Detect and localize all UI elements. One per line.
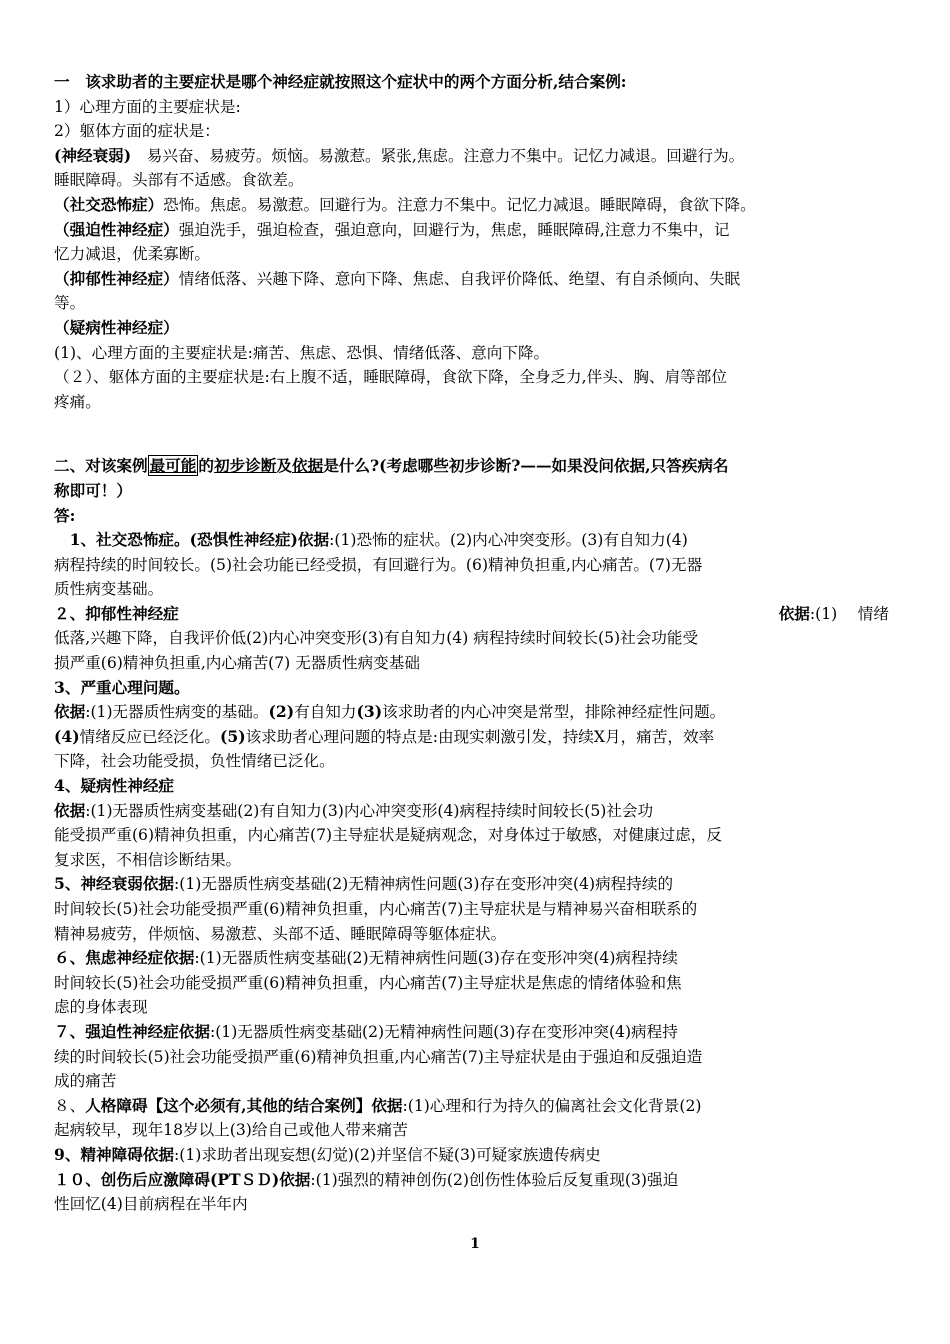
depression-line-1 [54,267,899,292]
ocd-text: 强迫洗手，强迫检查，强迫意向，回避行为，焦虑，睡眠障碍,注意力不集中，记 [178,220,730,239]
item1-text: :(1)恐怖的症状。(2)内心冲突变形。(3)有自知力(4) [329,531,688,550]
item2-basis [779,602,889,627]
item3-num: (4) [54,726,80,746]
answer-label: 答: [54,505,76,525]
neurasthenia-line-1 [54,144,899,169]
title-boxed-word: 最可能 [149,456,197,476]
item3-line-1 [54,700,899,725]
item1-line-2: 病程持续的时间较长。(5)社会功能已经受损，有回避行为。(6)精神负担重,内心痛苦。(7)无器 [54,555,703,574]
item2-basis-label: 依据 [778,603,810,623]
section1-line-1: 1）心理方面的主要症状是: [54,97,241,116]
item2-line-2: 低落,兴趣下降，自我评价低(2)内心冲突变形(3)有自知力(4) 病程持续时间较长(5)社会功能受 [54,629,699,648]
item3-line-2 [54,725,899,750]
item4-basis-label: 依据 [54,800,86,820]
social-phobia-line [54,193,899,218]
item3-num: (2) [268,702,295,722]
item1-label: 1、社交恐怖症。(恐惧性神经症)依据 [54,530,330,550]
item10-text: :(1)强烈的精神创伤(2)创伤性体验后反复重现(3)强迫 [310,1170,679,1189]
item2-line-1 [54,602,899,627]
item2-line-3: 损严重(6)精神负担重,内心痛苦(7) 无器质性病变基础 [54,654,420,673]
document-body [54,70,899,1217]
item6-line-1 [54,946,899,971]
ocd-line-1 [54,218,899,243]
item7-line-1 [54,1020,899,1045]
neurasthenia-text: 易兴奋、易疲劳。烦恼。易激惹。紧张,焦虑。注意力不集中。记忆力减退。回避行为。 [131,146,745,165]
title-part: 二、对该案例 [54,456,148,476]
page-number: 1 [470,1236,480,1252]
item5-label: 5、神经衰弱依据 [54,874,175,894]
item7-text: :(1)无器质性病变基础(2)无精神病性问题(3)存在变形冲突(4)病程持 [209,1022,678,1041]
hypochondria-line-3: 疼痛。 [54,392,101,411]
hypochondria-label: （疑病性神经症） [54,317,179,337]
item4-line-3: 复求医，不相信诊断结果。 [54,850,242,869]
item8-num: ８、 [54,1096,86,1115]
item5-line-3: 精神易疲劳，伴烦恼、易激惹、头部不适、睡眠障碍等躯体症状。 [54,924,507,943]
item7-label: ７、强迫性神经症依据 [54,1021,210,1041]
title-part: 的 [198,456,214,476]
item4-line-2: 能受损严重(6)精神负担重，内心痛苦(7)主导症状是疑病观念，对身体过于敏感，对健康过虑，反 [54,826,722,845]
item1-line-1 [54,528,899,553]
item9-text: :(1)求助者出现妄想(幻觉)(2)并坚信不疑(3)可疑家族遗传病史 [174,1145,601,1164]
item3-text: 有自知力 [294,703,357,722]
item10-line-1 [54,1168,899,1193]
title-underlined-1: 初步诊断 [213,456,277,476]
item5-text: :(1)无器质性病变基础(2)无精神病性问题(3)存在变形冲突(4)病程持续的 [174,875,674,894]
item6-line-2: 时间较长(5)社会功能受损严重(6)精神负担重，内心痛苦(7)主导症状是焦虑的情绪体验和焦 [54,973,682,992]
depression-line-2: 等。 [54,294,86,313]
item5-line-1 [54,872,899,897]
item3-num: (5) [219,726,246,746]
item2-basis-text: :(1) 情绪 [809,604,889,623]
item8-text: :(1)心理和行为持久的偏离社会文化背景(2) [402,1096,702,1115]
ocd-label: （强迫性神经症） [54,219,179,239]
item3-label: 3、严重心理问题。 [54,677,190,697]
title-underlined-2: 依据 [291,456,324,476]
item7-line-2: 续的时间较长(5)社会功能受损严重(6)精神负担重,内心痛苦(7)主导症状是由于强迫和反强迫造 [54,1047,703,1066]
item7-line-3: 成的痛苦 [54,1072,117,1091]
item1-line-3: 质性病变基础。 [54,580,164,599]
section1-title: 一 该求助者的主要症状是哪个神经症就按照这个症状中的两个方面分析,结合案例: [54,72,627,91]
social-phobia-label: （社交恐怖症） [54,194,164,214]
item4-text: :(1)无器质性病变基础(2)有自知力(3)内心冲突变形(4)病程持续时间较长(5)社会功 [85,801,654,820]
depression-label: （抑郁性神经症） [54,268,179,288]
item2-label: ２、抑郁性神经症 [54,603,179,623]
item9-line-1 [54,1143,899,1168]
title-part: 及 [276,456,292,476]
ocd-line-2: 忆力减退，优柔寡断。 [54,245,210,264]
item10-line-2: 性回忆(4)目前病程在半年内 [54,1195,248,1214]
section2-title-line-1 [54,454,899,479]
neurasthenia-line-2: 睡眠障碍。头部有不适感。食欲差。 [54,171,304,190]
item6-text: :(1)无器质性病变基础(2)无精神病性问题(3)存在变形冲突(4)病程持续 [194,949,678,968]
item4-line-1 [54,799,899,824]
hypochondria-line-2: （２）、躯体方面的主要症状是:右上腹不适，睡眠障碍，食欲下降，全身乏力,伴头、胸、肩等部位 [54,368,727,387]
neurasthenia-label: (神经衰弱) [54,145,132,165]
item3-basis-label: 依据 [54,702,86,722]
item10-label: １０、创伤后应激障碍(PTＳＤ)依据 [54,1169,311,1189]
section2-title-line-2: 称即可！） [54,480,132,500]
item8-label: 人格障碍【这个必须有,其他的结合案例】依据 [85,1095,403,1115]
item3-text: :(1)无器质性病变的基础。 [85,703,269,722]
item3-num: (3) [356,702,383,722]
social-phobia-text: 恐怖。焦虑。易激惹。回避行为。注意力不集中。记忆力减退。睡眠障碍，食欲下降。 [163,195,756,214]
item6-label: ６、焦虑神经症依据 [54,948,195,968]
item6-line-3: 虑的身体表现 [54,998,148,1017]
hypochondria-line-1: (1)、心理方面的主要症状是:痛苦、焦虑、恐惧、情绪低落、意向下降。 [54,343,550,362]
section1-line-2: 2）躯体方面的症状是： [54,122,220,141]
item4-label: 4、疑病性神经症 [54,776,175,796]
item8-line-1 [54,1094,899,1119]
item9-label: 9、精神障碍依据 [54,1144,175,1164]
item5-line-2: 时间较长(5)社会功能受损严重(6)精神负担重，内心痛苦(7)主导症状是与精神易兴奋相联系的 [54,900,698,918]
item3-text: 该求助者心理问题的特点是:由现实刺激引发，持续X月，痛苦，效率 [245,727,715,746]
item3-text: 该求助者的内心冲突是常型，排除神经症性问题。 [382,703,726,722]
item3-text: 情绪反应已经泛化。 [79,727,220,746]
depression-text: 情绪低落、兴趣下降、意向下降、焦虑、自我评价降低、绝望、有自杀倾向、失眠 [178,269,741,288]
item8-line-2: 起病较早，现年18岁以上(3)给自己或他人带来痛苦 [54,1121,408,1140]
title-part: 是什么?(考虑哪些初步诊断?——如果没问依据,只答疾病名 [323,456,729,476]
item3-line-3: 下降，社会功能受损，负性情绪已泛化。 [54,752,335,771]
